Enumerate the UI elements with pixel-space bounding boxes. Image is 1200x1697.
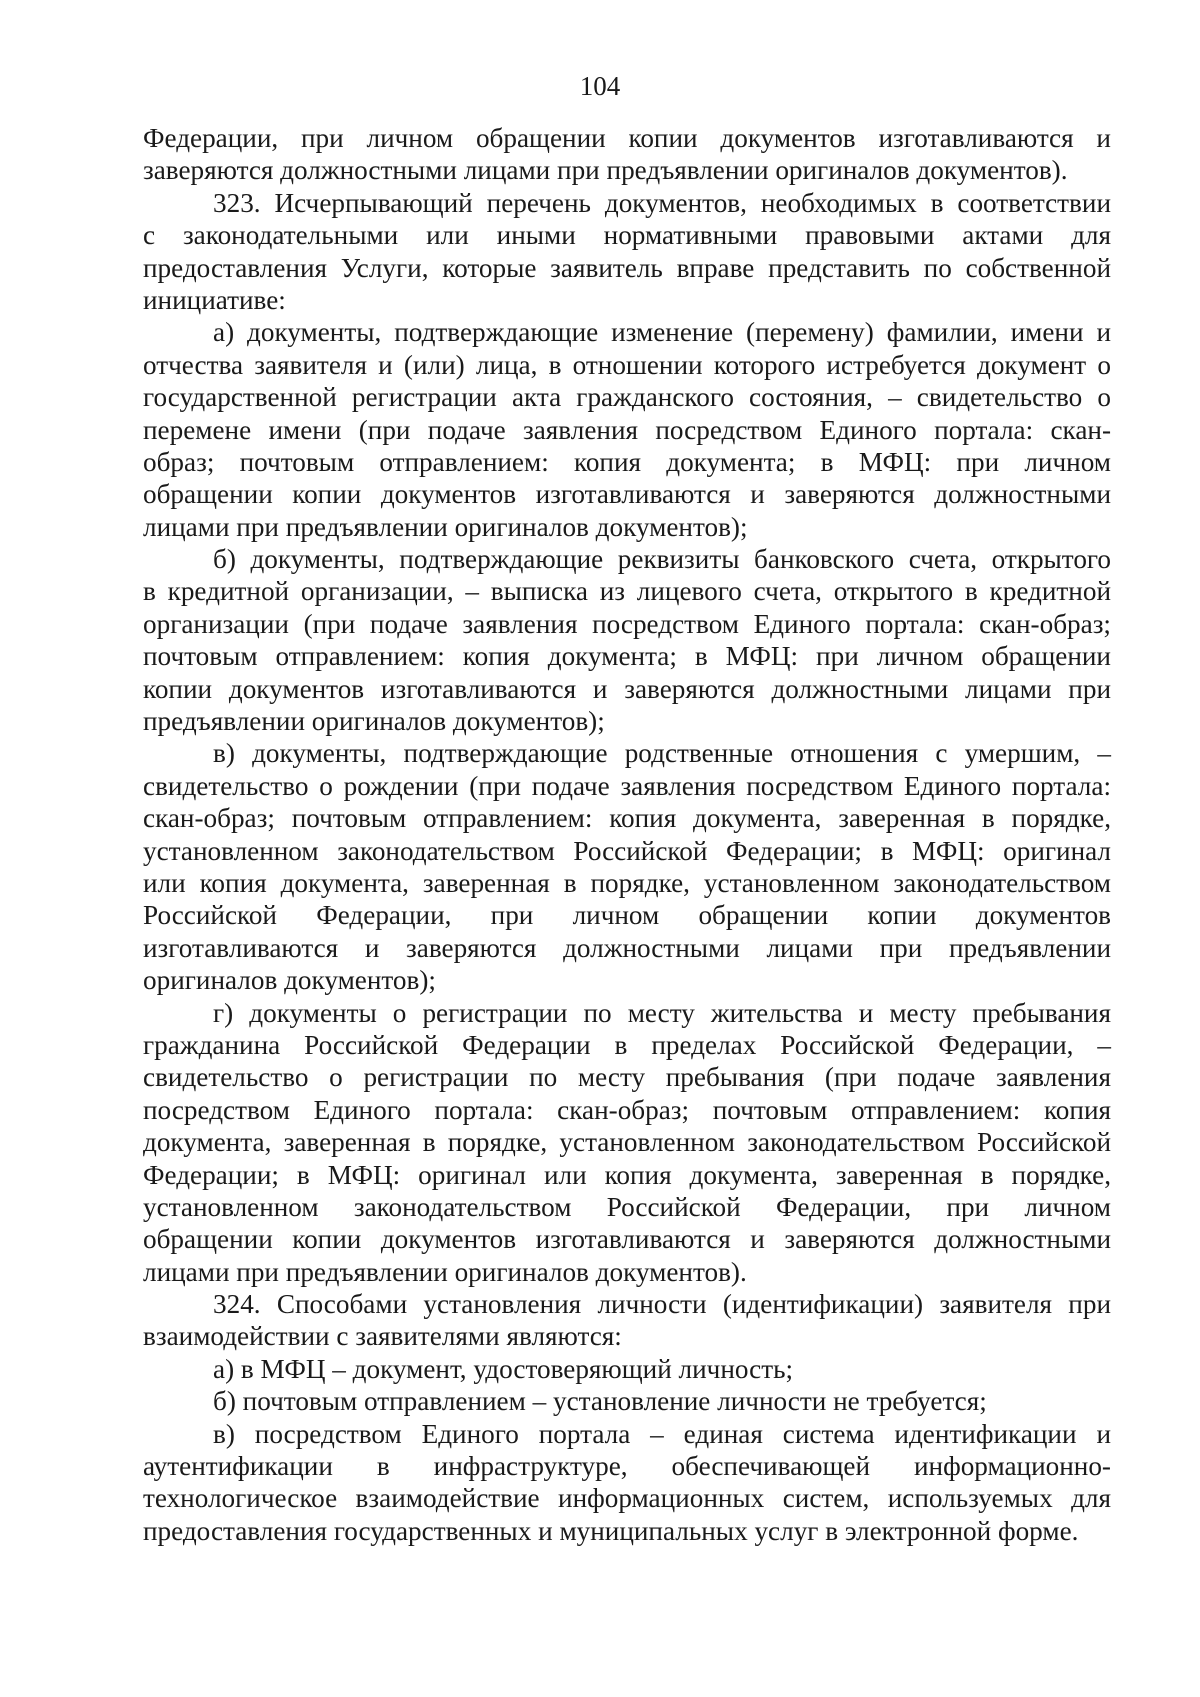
text-line: а) в МФЦ – документ, удостоверяющий личность;: [213, 1353, 794, 1384]
text-line: 324. Способами установления личности (идентификации) заявителя при: [213, 1289, 1111, 1320]
text-line: технологическое взаимодействие информационных систем, используемых для: [143, 1483, 1111, 1514]
document-body: [143, 122, 1111, 1547]
text-line: в кредитной организации, – выписка из лицевого счета, открытого в кредитной: [143, 576, 1111, 607]
paragraph-p324: [143, 1288, 1111, 1353]
text-line: б) почтовым отправлением – установление личности не требуется;: [213, 1386, 987, 1417]
paragraph-p323v: [143, 737, 1111, 996]
text-line: обращении копии документов изготавливаются и заверяются должностными: [143, 1224, 1111, 1255]
text-line: изготавливаются и заверяются должностными лицами при предъявлении: [143, 932, 1111, 963]
text-line: в) посредством Единого портала – единая система идентификации и: [213, 1418, 1111, 1449]
text-line: с законодательными или иными нормативными правовыми актами для: [143, 220, 1111, 251]
text-line: заверяются должностными лицами при предъявлении оригиналов документов).: [143, 155, 1068, 186]
text-line: посредством Единого портала: скан-образ; почтовым отправлением: копия: [143, 1094, 1111, 1125]
text-line: свидетельство о рождении (при подаче заявления посредством Единого портала:: [143, 770, 1111, 801]
text-line: гражданина Российской Федерации в пределах Российской Федерации, –: [143, 1029, 1111, 1060]
text-line: документа, заверенная в порядке, установленном законодательством Российской: [143, 1127, 1111, 1158]
paragraph-p323g: [143, 997, 1111, 1289]
text-line: перемене имени (при подаче заявления посредством Единого портала: скан-: [143, 414, 1111, 445]
text-line: предоставления государственных и муниципальных услуг в электронной форме.: [143, 1515, 1079, 1546]
text-line: лицами при предъявлении оригиналов документов);: [143, 511, 748, 542]
text-line: предъявлении оригиналов документов);: [143, 706, 605, 737]
text-line: копии документов изготавливаются и заверяются должностными лицами при: [143, 673, 1111, 704]
paragraph-p323b: [143, 543, 1111, 737]
text-line: б) документы, подтверждающие реквизиты банковского счета, открытого: [213, 544, 1111, 575]
paragraph-p0: [143, 122, 1111, 187]
text-line: установленном законодательством Российской Федерации; в МФЦ: оригинал: [143, 835, 1111, 866]
text-line: образ; почтовым отправлением: копия документа; в МФЦ: при личном: [143, 446, 1111, 477]
text-line: лицами при предъявлении оригиналов документов).: [143, 1256, 747, 1287]
text-line: Федерации, при личном обращении копии документов изготавливаются и: [143, 123, 1111, 153]
text-line: установленном законодательством Российской Федерации, при личном: [143, 1191, 1111, 1222]
text-line: в) документы, подтверждающие родственные отношения с умершим, –: [213, 738, 1111, 769]
text-line: аутентификации в инфраструктуре, обеспечивающей информационно-: [143, 1451, 1111, 1482]
text-line: оригиналов документов);: [143, 965, 436, 996]
text-line: отчества заявителя и (или) лица, в отношении которого истребуется документ о: [143, 349, 1111, 380]
text-line: организации (при подаче заявления посредством Единого портала: скан-образ;: [143, 608, 1111, 639]
text-line: г) документы о регистрации по месту жительства и месту пребывания: [213, 997, 1111, 1028]
text-line: предоставления Услуги, которые заявитель вправе представить по собственной: [143, 252, 1111, 283]
text-line: Федерации; в МФЦ: оригинал или копия документа, заверенная в порядке,: [143, 1159, 1111, 1190]
text-line: или копия документа, заверенная в порядке, установленном законодательством: [143, 867, 1111, 898]
page-number: 104: [579, 71, 621, 101]
text-line: свидетельство о регистрации по месту пребывания (при подаче заявления: [143, 1062, 1111, 1093]
text-line: почтовым отправлением: копия документа; в МФЦ: при личном обращении: [143, 641, 1111, 672]
text-line: 323. Исчерпывающий перечень документов, необходимых в соответствии: [213, 187, 1111, 218]
text-line: Российской Федерации, при личном обращении копии документов: [143, 900, 1111, 931]
paragraph-p323a: [143, 316, 1111, 543]
text-line: а) документы, подтверждающие изменение (перемену) фамилии, имени и: [213, 317, 1111, 348]
paragraph-p324b: [143, 1385, 1111, 1417]
paragraph-p324a: [143, 1353, 1111, 1385]
paragraph-p323: [143, 187, 1111, 317]
text-line: государственной регистрации акта гражданского состояния, – свидетельство о: [143, 382, 1111, 413]
text-line: скан-образ; почтовым отправлением: копия документа, заверенная в порядке,: [143, 803, 1111, 834]
text-line: взаимодействии с заявителями являются:: [143, 1321, 622, 1352]
text-line: инициативе:: [143, 284, 286, 315]
paragraph-p324v: [143, 1418, 1111, 1548]
text-line: обращении копии документов изготавливаются и заверяются должностными: [143, 479, 1111, 510]
